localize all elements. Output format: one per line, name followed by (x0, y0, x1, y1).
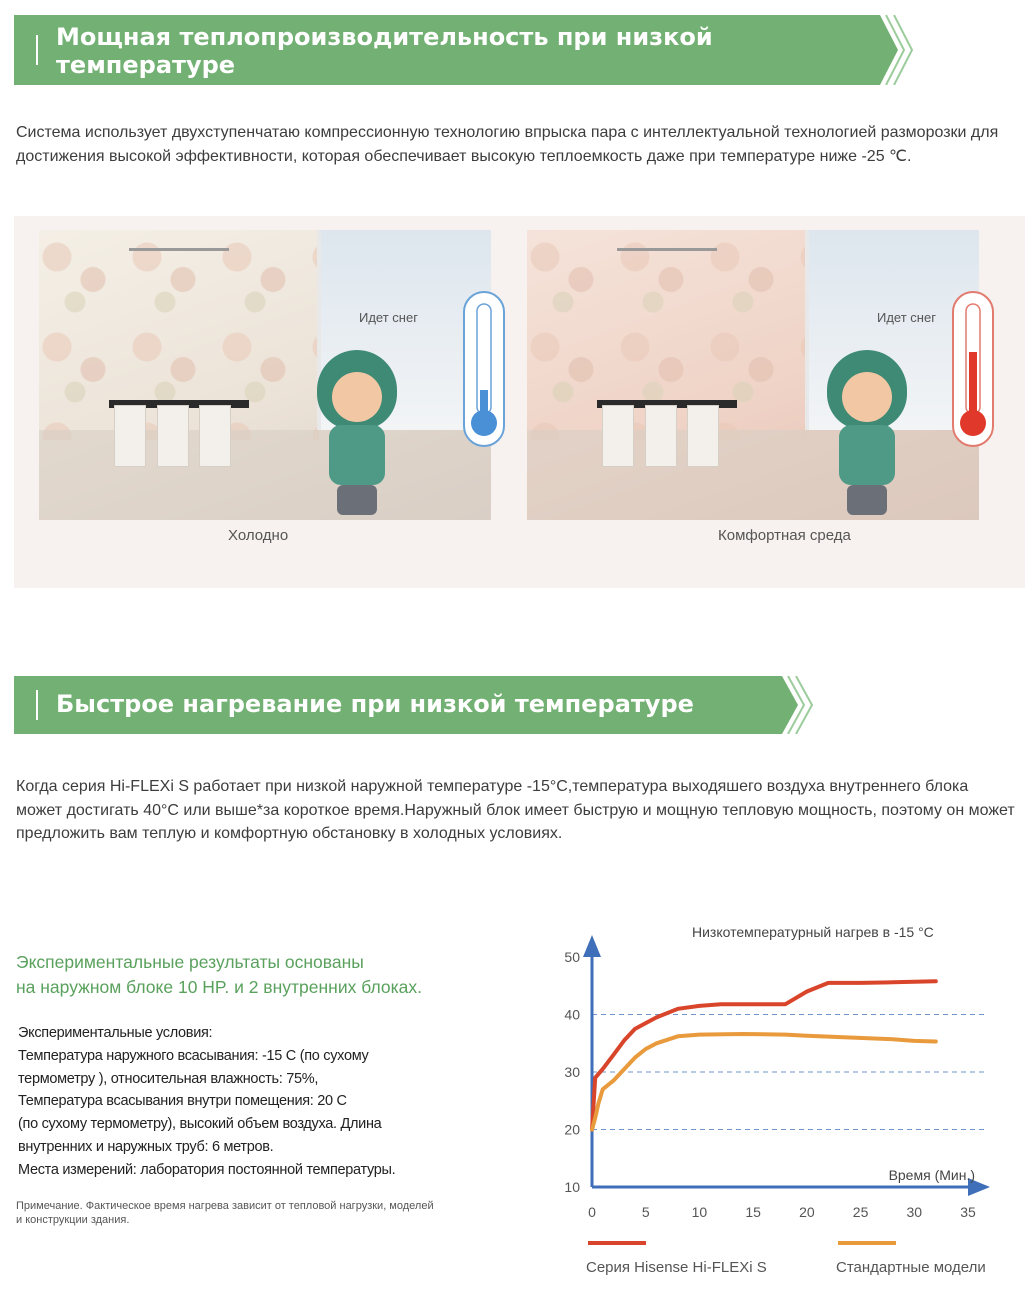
x-tick-label: 15 (745, 1204, 761, 1220)
section1-banner (14, 15, 914, 85)
x-tick-label: 20 (799, 1204, 815, 1220)
y-tick-label: 30 (564, 1064, 580, 1080)
x-tick-label: 25 (852, 1204, 869, 1220)
chart-lines (592, 981, 936, 1129)
y-tick-label: 40 (564, 1006, 580, 1023)
series-line-0 (592, 981, 936, 1129)
snow-label: Идет снег (877, 310, 936, 325)
legend-label-1: Стандартные модели (836, 1259, 986, 1276)
cold-thermometer-icon (461, 290, 507, 448)
heating-chart (540, 915, 1020, 1305)
warm-caption: Комфортная среда (718, 527, 851, 544)
cold-child-figure (307, 350, 407, 520)
legend-label-0: Серия Hisense Hi-FLEXi S (586, 1259, 767, 1276)
footnote: Примечание. Фактическое время нагрева зависит от тепловой нагрузки, моделей и конструкции здания. (16, 1200, 434, 1226)
hot-thermometer-icon (950, 290, 996, 448)
x-tick-label: 35 (960, 1204, 976, 1220)
series-line-1 (592, 1034, 936, 1130)
cold-room-image (39, 230, 491, 520)
x-tick-label: 30 (906, 1204, 923, 1220)
section1-description: Система использует двухступенчатаю компрессионную технологию впрыска пара с интеллектуальной технологией разморозки для достижения высокой эффективности, которая обеспечивает высокую теплоемкость даже при температуре ниже -25 ℃. (16, 124, 999, 165)
y-axis-arrow-icon (583, 935, 601, 957)
warm-room-image (527, 230, 979, 520)
banner-accent-bar (36, 35, 38, 65)
x-tick-label: 0 (588, 1204, 596, 1220)
experiment-conditions: Экспериментальные условия: Температура наружного всасывания: -15 C (по сухому термометру ), относительная влажность: 75%, Температура всасывания внутри помещения: 20 C (по сухому термометру), высокий объем воздуха. Длина внутренних и наружных труб: 6 метров. Места измерений: лаборатория постоянной температуры. (18, 1025, 396, 1178)
y-tick-label: 50 (564, 949, 580, 965)
y-tick-label: 20 (564, 1121, 580, 1138)
y-tick-label: 10 (564, 1179, 580, 1195)
banner-accent-bar (36, 690, 38, 720)
experiment-subheading: Экспериментальные результаты основаны на наружном блоке 10 HP. и 2 внутренних блоках. (16, 952, 422, 997)
section2-title: Быстрое нагревание при низкой температуре (56, 690, 694, 718)
cold-caption: Холодно (228, 527, 289, 544)
x-axis-label: Время (Мин.) (888, 1167, 975, 1183)
x-tick-label: 10 (691, 1204, 708, 1220)
section2-banner (14, 676, 814, 734)
chart-title: Низкотемпературный нагрев в -15 °C (692, 924, 934, 940)
warm-child-figure (817, 350, 917, 520)
x-tick-label: 5 (641, 1204, 650, 1220)
chart-axes (583, 935, 990, 1196)
comparison-illustration (14, 216, 1025, 588)
section2-description: Когда серия Hi-FLEXi S работает при низкой наружной температуре -15°C,температура выходяшего воздуха внутреннего блока может достигать 40°C или выше*за короткое время.Наружный блок имеет быструю и мощную тепловую мощность, поэтому он может предложить вам теплую и комфортную обстановку в холодных условиях. (16, 778, 1015, 842)
chart-legend (586, 1243, 986, 1276)
chart-grid (592, 1015, 988, 1130)
snow-label: Идет снег (359, 310, 418, 325)
section1-title: Мощная теплопроизводительность при низкой температуре (56, 23, 713, 79)
